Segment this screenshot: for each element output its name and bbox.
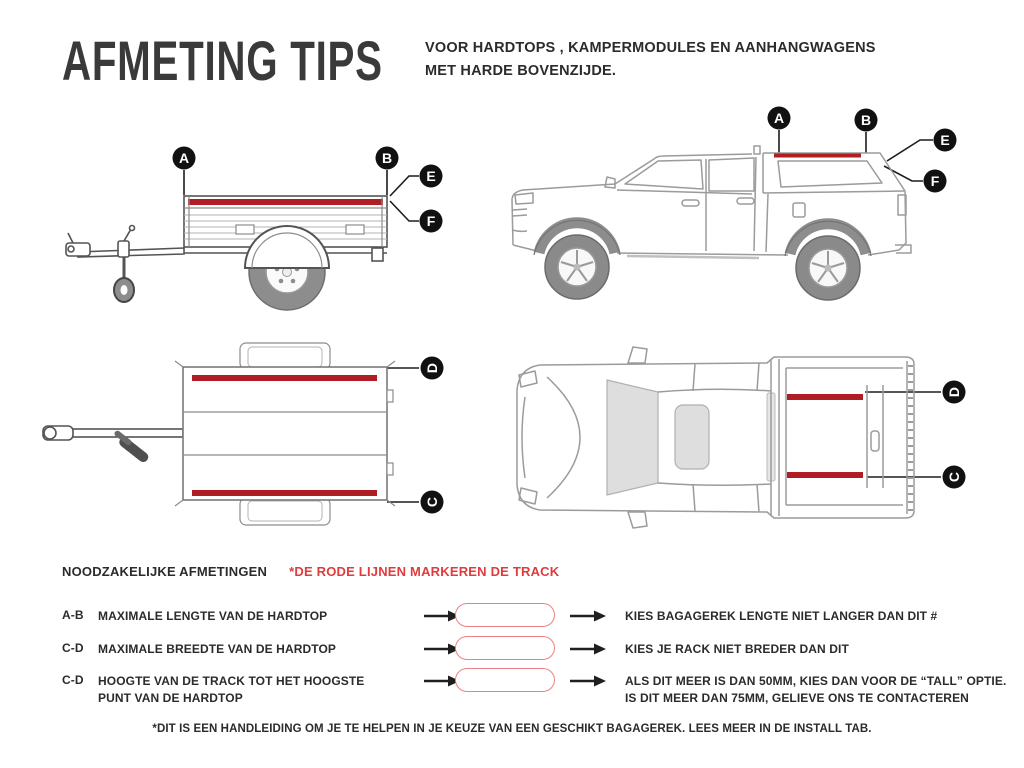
badge-letter-c: C — [946, 471, 962, 483]
measure-badge-f — [420, 210, 443, 233]
trailer-side-view-svg — [60, 115, 470, 325]
arrow-right-icon — [570, 675, 606, 687]
track-red-line — [192, 490, 377, 496]
measure-badge-e — [934, 129, 957, 152]
trailer-side-view-diagram — [60, 115, 470, 325]
track-red-line — [188, 199, 383, 205]
truck-top-view-diagram — [495, 335, 1000, 560]
sunroof — [675, 405, 709, 469]
measure-result: KIES BAGAGEREK LENGTE NIET LANGER DAN DIT # — [625, 609, 938, 623]
windshield — [607, 380, 658, 495]
badge-letter-f: F — [426, 213, 436, 229]
page-title-text: AFMETING TIPS — [62, 29, 383, 92]
trailer-top-view-diagram — [25, 335, 475, 555]
truck-top-view-svg — [495, 335, 1000, 560]
measure-badge-c — [943, 466, 966, 489]
track-red-line — [192, 375, 377, 381]
measure-description: MAXIMALE BREEDTE VAN DE HARDTOP — [98, 642, 337, 656]
measure-badge-b — [376, 147, 399, 170]
measure-badge-a — [173, 147, 196, 170]
arrow-right-icon — [570, 643, 606, 655]
tow-bar — [43, 426, 183, 464]
truck-bed-top-view — [786, 361, 911, 514]
measure-badge-a — [768, 107, 791, 130]
badge-letter-a: A — [178, 150, 190, 166]
measure-result: KIES JE RACK NIET BREDER DAN DIT — [625, 642, 849, 656]
trailer-box-top-view — [175, 361, 395, 506]
measure-badge-d — [943, 381, 966, 404]
truck-side-view-svg — [475, 95, 995, 325]
measure-description: MAXIMALE LENGTE VAN DE HARDTOP — [98, 609, 328, 623]
measure-badge-b — [855, 109, 878, 132]
trailer-drawbar — [66, 226, 184, 258]
badge-letter-e: E — [426, 168, 436, 184]
page-subtitle — [425, 37, 876, 83]
measure-badge-c — [421, 491, 444, 514]
badge-letter-c: C — [424, 496, 440, 508]
measurement-box — [455, 603, 555, 627]
jockey-wheel — [114, 257, 134, 302]
leader-lines — [865, 392, 941, 477]
subtitle-line-1: VOOR HARDTOPS , KAMPERMODULES EN AANHANGWAGENS — [425, 40, 876, 56]
badge-letter-a: A — [773, 110, 785, 126]
measure-description: HOOGTE VAN DE TRACK TOT HET HOOGSTE PUNT VAN DE HARDTOP — [98, 674, 365, 705]
arrow-right-icon — [570, 610, 606, 622]
badge-letter-b: B — [381, 150, 393, 166]
measurement-box — [455, 668, 555, 692]
trailer-top-view-svg — [25, 335, 475, 555]
measure-badge-d — [421, 357, 444, 380]
measure-key: A-B — [62, 608, 84, 622]
measure-result: ALS DIT MEER IS DAN 50MM, KIES DAN VOOR DE “TALL” OPTIE. IS DIT MEER DAN 75MM, GELIEVE ONS TE CONTACTEREN — [625, 674, 1007, 705]
side-mirror — [628, 512, 647, 528]
badge-letter-f: F — [930, 173, 940, 189]
leader-lines — [387, 368, 419, 502]
subtitle-line-2: MET HARDE BOVENZIJDE. — [425, 63, 617, 79]
measure-badge-e — [420, 165, 443, 188]
track-red-line — [787, 394, 863, 400]
measure-badge-f — [924, 170, 947, 193]
red-track-note: *DE RODE LIJNEN MARKEREN DE TRACK — [289, 564, 560, 579]
truck-side-view-diagram — [475, 95, 995, 325]
badge-letter-b: B — [860, 112, 872, 128]
badge-letter-e: E — [940, 132, 950, 148]
measure-key: C-D — [62, 641, 84, 655]
measurement-box — [455, 636, 555, 660]
badge-letter-d: D — [424, 362, 440, 374]
measure-key: C-D — [62, 673, 84, 687]
truck-wheels — [534, 220, 871, 300]
side-mirror — [628, 347, 647, 363]
legend-heading-row — [62, 564, 559, 579]
truck-body-top-view — [517, 347, 914, 528]
track-red-line — [787, 472, 863, 478]
badge-letter-d: D — [946, 386, 962, 398]
legend-heading: NOODZAKELIJKE AFMETINGEN — [62, 564, 268, 579]
footnote: *DIT IS EEN HANDLEIDING OM JE TE HELPEN IN JE KEUZE VAN EEN GESCHIKT BAGAGEREK. LEES MEER IN DE INSTALL TAB. — [152, 723, 872, 735]
